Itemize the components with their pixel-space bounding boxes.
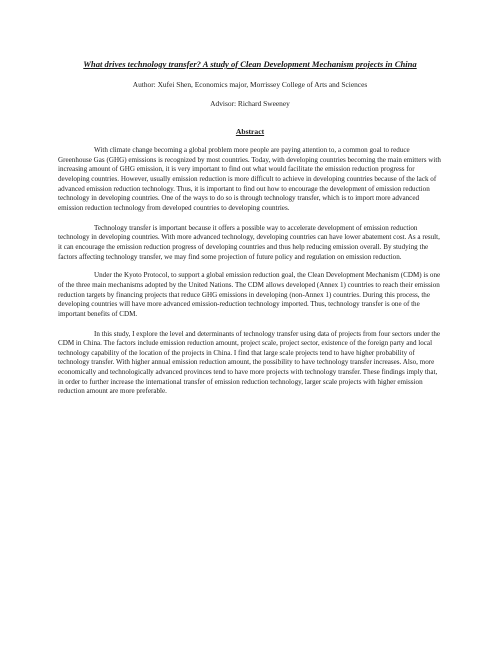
abstract-paragraph: Technology transfer is important because it offers a possible way to accelerate development of emission reduction technology in developing countries. With more advanced technology, developing countries can have lower abatement cost. As a result, it can encourage the emission reduction progress of developing countries and thus help reducing emission overall. By studying the factors affecting technology transfer, we may find some projection of future policy and regulation on emission reduction. xyxy=(58,223,440,261)
abstract-heading: Abstract xyxy=(235,127,265,136)
abstract-paragraph: In this study, I explore the level and determinants of technology transfer using data of projects from four sectors under the CDM in China. The factors include emission reduction amount, project scale, project sector, existence of the foreign party and local technology capability of the location of the projects in China. I find that large scale projects tend to have higher probability of technology transfer. With higher annual emission reduction amount, the possibility to have technology transfer increases. Also, more economically and technologically advanced provinces tend to have more projects with technology transfer. These findings imply that, in order to further increase the international transfer of emission reduction technology, larger scale projects with higher emission reduction amount are more preferable. xyxy=(58,329,441,396)
author-line: Author: Xufei Shen, Economics major, Morrissey College of Arts and Sciences xyxy=(132,80,368,89)
abstract-paragraph: Under the Kyoto Protocol, to support a global emission reduction goal, the Clean Development Mechanism (CDM) is one of the three main mechanisms adopted by the United Nations. The CDM allows developed (Annex 1) countries to reach their emission reduction targets by financing projects that reduce GHG emissions in developing (non-Annex 1) countries. During this process, the developing countries will have more advanced emission-reduction technology imported. Thus, technology transfer is one of the important benefits of CDM. xyxy=(58,271,441,318)
paper-page xyxy=(58,59,442,397)
paper-title: What drives technology transfer? A study of Clean Development Mechanism projects in China xyxy=(83,59,417,69)
abstract-paragraph: With climate change becoming a global problem more people are paying attention to, a common goal to reduce Greenhouse Gas (GHG) emissions is recognized by most countries. Today, with developing countries becoming the main emitters with increasing amount of GHG emission, it is very important to find out what would facilitate the emission reduction progress for developing countries. However, usually emission reduction is more difficult to achieve in developing countries because of the lack of advanced emission reduction technology. Thus, it is important to find out how to encourage the development of emission reduction technology in developing countries. One of the ways to do so is through technology transfer, which is to import more advanced emission reduction technology from developed countries to developing countries. xyxy=(58,146,441,212)
advisor-line: Advisor: Richard Sweeney xyxy=(210,99,290,108)
